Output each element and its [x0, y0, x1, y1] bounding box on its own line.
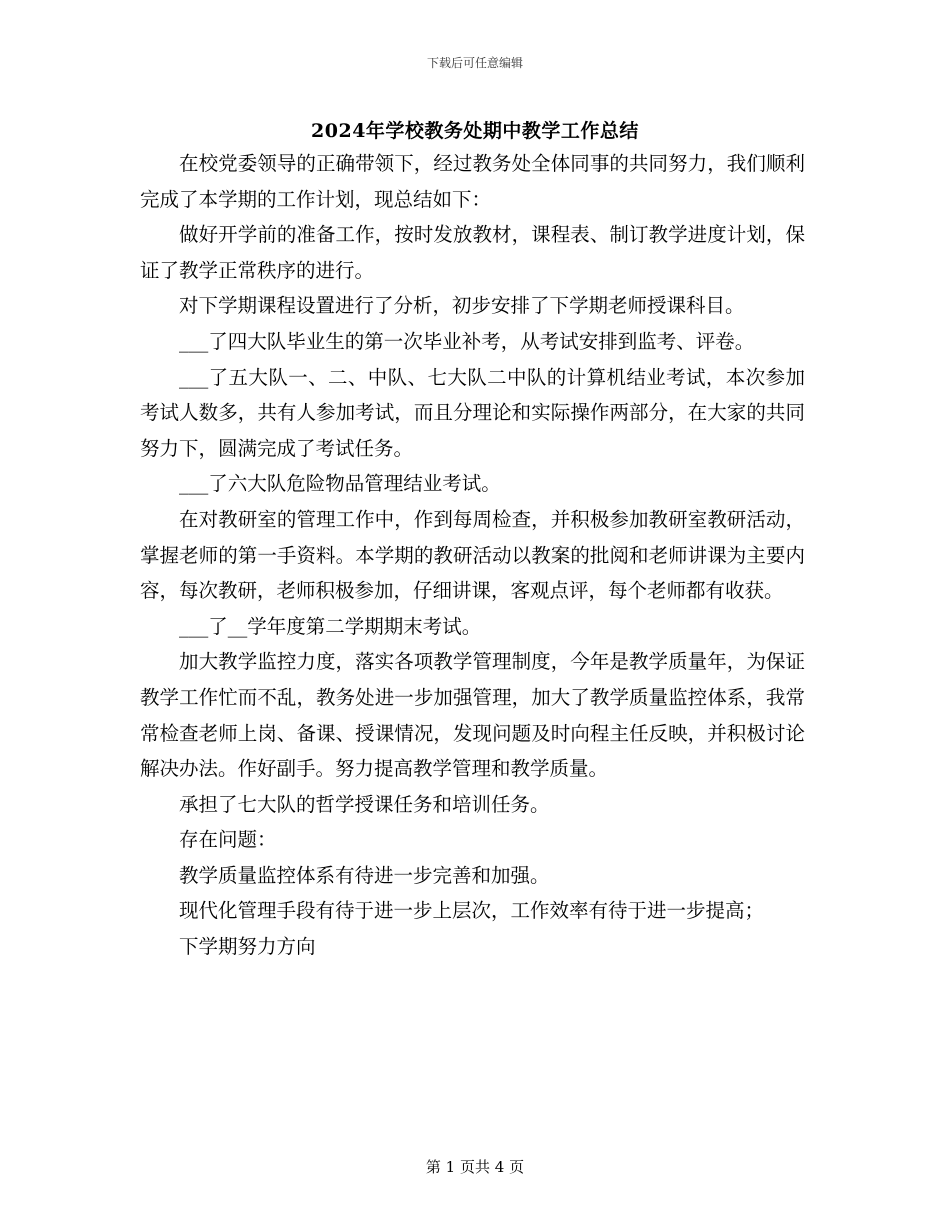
paragraph-problems-heading: 存在问题： — [179, 828, 277, 852]
page-footer-number: 第 1 页共 4 页 — [425, 1158, 525, 1176]
paragraph-makeup-exam: ___了四大队毕业生的第一次毕业补考，从考试安排到监考、评卷。 — [179, 329, 755, 353]
paragraph-intro: 在校党委领导的正确带领下，经过教务处全体同事的共同努力，我们顺利完成了本学期的工作计划，现总结如下： — [140, 152, 805, 211]
paragraph-monitoring: 加大教学监控力度，落实各项教学管理制度，今年是教学质量年，为保证教学工作忙而不乱，教务处进一步加强管理，加大了教学质量监控体系，我常常检查老师上岗、备课、授课情况，发现问题及时向程主任反映，并积极讨论解决办法。作好副手。努力提高教学管理和教学质量。 — [140, 650, 805, 781]
paragraph-final-exam: ___了__学年度第二学期期末考试。 — [179, 614, 482, 638]
paragraph-problem-2: 现代化管理手段有待于进一步上层次，工作效率有待于进一步提高； — [179, 899, 765, 923]
document-title: 2024年学校教务处期中教学工作总结 — [311, 120, 639, 142]
paragraph-preparation: 做好开学前的准备工作，按时发放教材，课程表、制订教学进度计划，保证了教学正常秩序的进行。 — [140, 223, 805, 282]
paragraph-philosophy-teaching: 承担了七大队的哲学授课任务和培训任务。 — [179, 792, 550, 816]
document-body — [140, 146, 805, 965]
paragraph-next-term-heading: 下学期努力方向 — [179, 935, 316, 959]
paragraph-course-analysis: 对下学期课程设置进行了分析，初步安排了下学期老师授课科目。 — [179, 294, 745, 318]
paragraph-research-office: 在对教研室的管理工作中，作到每周检查，并积极参加教研室教研活动，掌握老师的第一手资料。本学期的教研活动以教案的批阅和老师讲课为主要内容，每次教研，老师积极参加，仔细讲课，客观点评，每个老师都有收获。 — [140, 507, 805, 603]
page-header-note: 下载后可任意编辑 — [426, 56, 523, 70]
paragraph-problem-1: 教学质量监控体系有待进一步完善和加强。 — [179, 863, 550, 887]
paragraph-computer-exam: ___了五大队一、二、中队、七大队二中队的计算机结业考试，本次参加考试人数多，共有人参加考试，而且分理论和实际操作两部分，在大家的共同努力下，圆满完成了考试任务。 — [140, 365, 805, 460]
paragraph-hazmat-exam: ___了六大队危险物品管理结业考试。 — [179, 472, 501, 496]
